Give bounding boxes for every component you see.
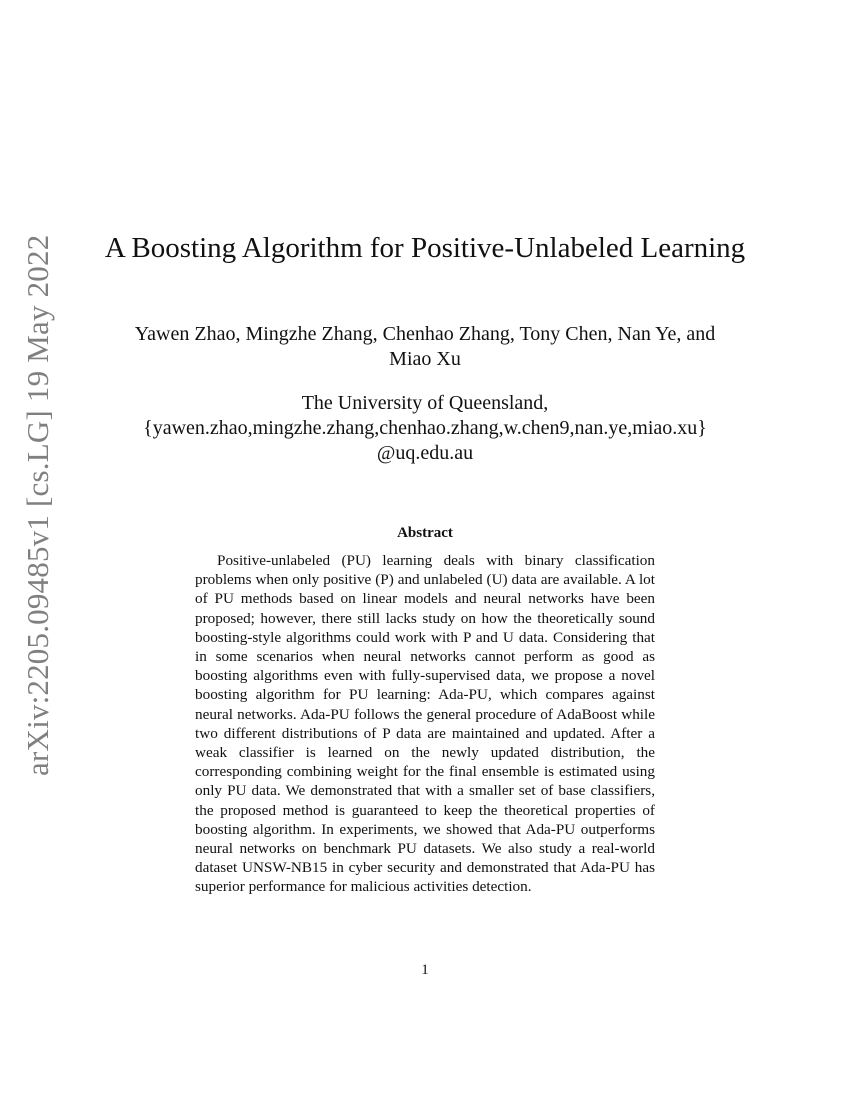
arxiv-identifier-stamp: arXiv:2205.09485v1 [cs.LG] 19 May 2022 bbox=[20, 234, 55, 776]
paper-title: A Boosting Algorithm for Positive-Unlabeled Learning bbox=[104, 232, 746, 264]
page-number: 1 bbox=[421, 962, 429, 978]
abstract-heading: Abstract bbox=[397, 525, 453, 541]
affiliation-block bbox=[100, 391, 750, 466]
affiliation-name: The University of Queensland, bbox=[301, 392, 549, 414]
author-emails: {yawen.zhao,mingzhe.zhang,chenhao.zhang,w.chen9,nan.ye,miao.xu} bbox=[143, 417, 707, 439]
abstract-text: Positive-unlabeled (PU) learning deals with binary classification problems when only positive (P) and unlabeled (U) data are available. A lot of PU methods based on linear models and neural networks have been proposed; however, there still lacks study on how the theoretically sound boosting-style algorithms could work with P and U data. Considering that in some scenarios when neural networks cannot perform as good as boosting algorithms even with fully-supervised data, we propose a novel boosting algorithm for PU learning: Ada-PU, which compares against neural networks. Ada-PU follows the general procedure of AdaBoost while two different distributions of P data are maintained and updated. After a weak classifier is learned on the newly updated distribution, the corresponding combining weight for the final ensemble is estimated using only PU data. We demonstrated that with a smaller set of base classifiers, the proposed method is guaranteed to keep the theoretical properties of boosting algorithm. In experiments, we showed that Ada-PU outperforms neural networks on benchmark PU datasets. We also study a real-world dataset UNSW-NB15 in cyber security and demonstrated that Ada-PU has superior performance for malicious activities detection. bbox=[195, 552, 655, 896]
email-domain: @uq.edu.au bbox=[376, 442, 474, 464]
author-list: Yawen Zhao, Mingzhe Zhang, Chenhao Zhang, Tony Chen, Nan Ye, and Miao Xu bbox=[134, 323, 716, 370]
